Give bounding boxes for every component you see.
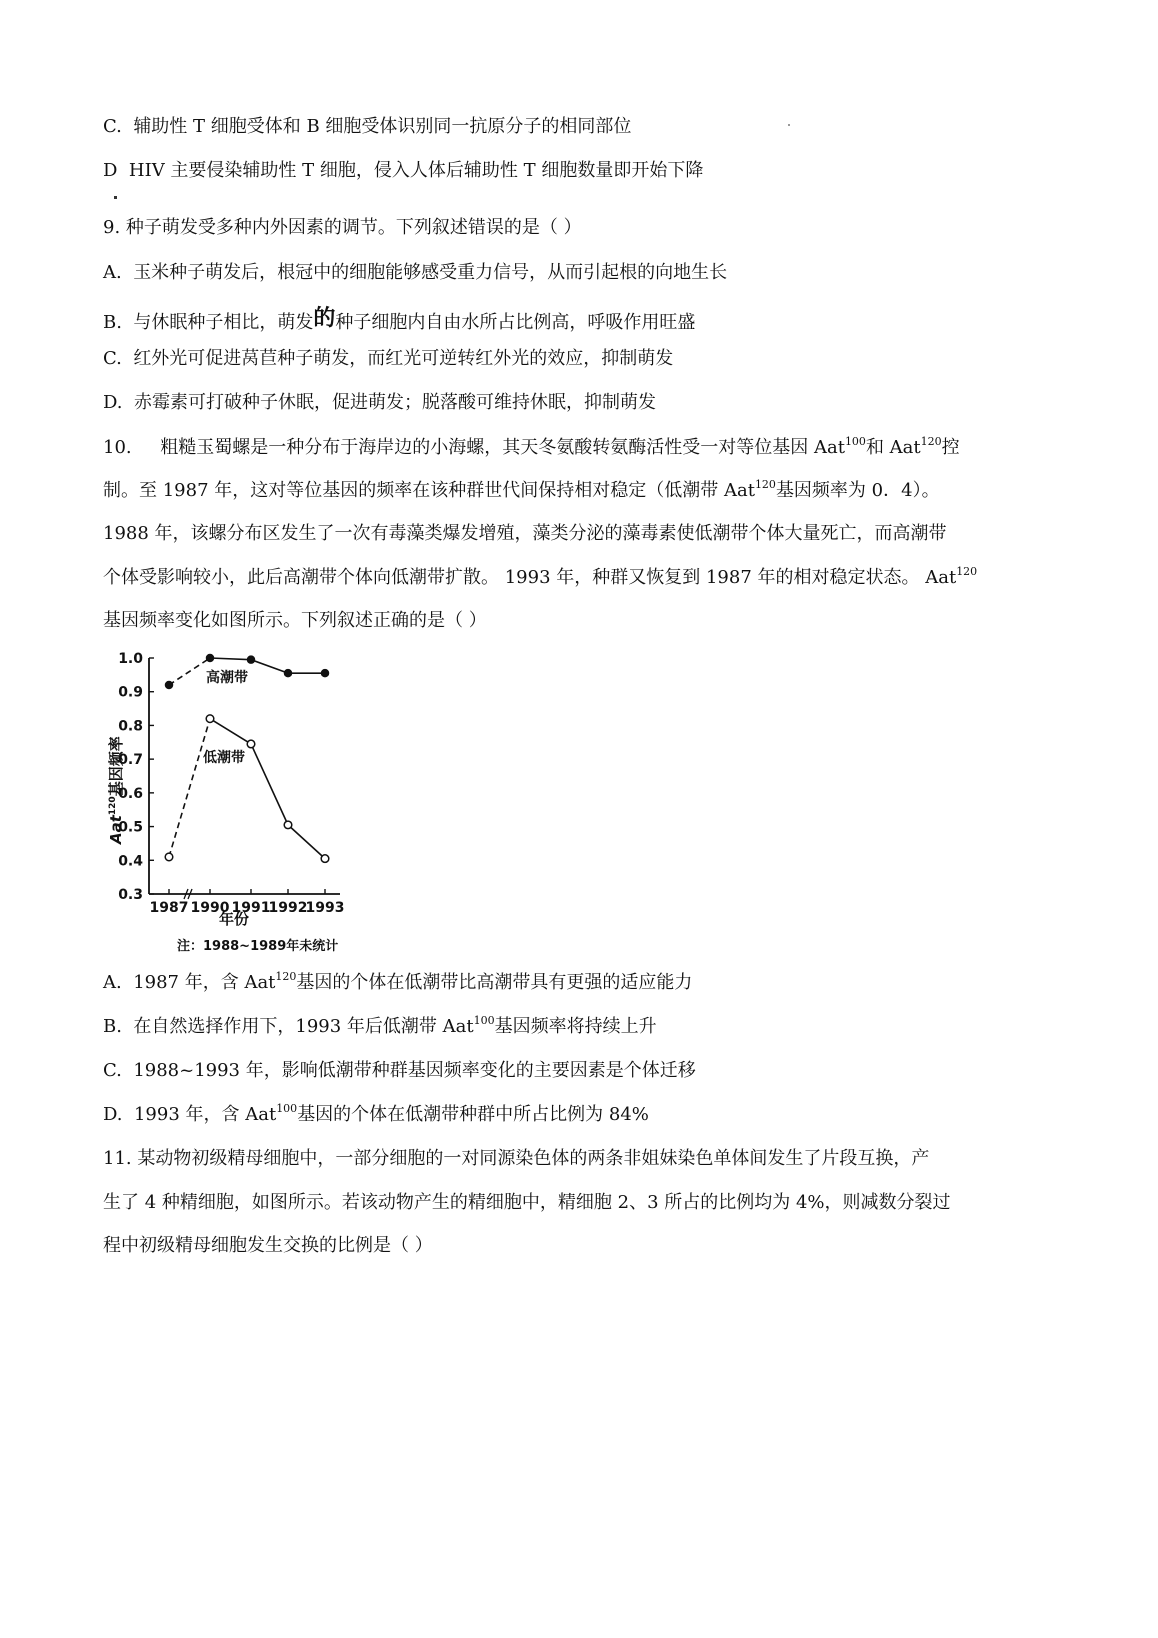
data-point bbox=[166, 681, 173, 688]
q10-option-b bbox=[103, 1015, 657, 1039]
q10-option-a bbox=[103, 971, 692, 995]
option-text-large-char: 的 bbox=[313, 305, 336, 331]
option-label: B. bbox=[103, 1016, 122, 1037]
option-text: 红外光可促进莴苣种子萌发，而红光可逆转红外光的效应，抑制萌发 bbox=[133, 348, 674, 369]
stem-text: 和 Aat bbox=[865, 437, 921, 458]
data-point bbox=[206, 715, 214, 723]
series-line-segment bbox=[210, 658, 251, 660]
data-point bbox=[207, 655, 214, 662]
series-line-segment bbox=[251, 660, 288, 673]
stem-text: 个体受影响较小，此后高潮带个体向低潮带扩散。 1993 年，种群又恢复到 1987 年的相对稳定状态。 Aat bbox=[103, 567, 957, 588]
x-tick-label: 1987 bbox=[149, 900, 189, 916]
q10-stem-line-4 bbox=[103, 566, 977, 590]
option-label: D bbox=[103, 160, 118, 181]
q8-option-c bbox=[103, 115, 631, 139]
option-text-pre: 与休眠种子相比，萌发 bbox=[133, 312, 314, 333]
stem-text: 粗糙玉蜀螺是一种分布于海岸边的小海螺，其天冬氨酸转氨酶活性受一对等位基因 Aat bbox=[160, 437, 845, 458]
option-label: A. bbox=[103, 972, 122, 993]
option-label: D. bbox=[103, 1104, 123, 1125]
option-text: 1993 年，含 Aat bbox=[133, 1104, 277, 1125]
q11-stem-line-3: 程中初级精母细胞发生交换的比例是（ ） bbox=[103, 1235, 433, 1256]
series-group bbox=[165, 655, 329, 863]
option-label: C. bbox=[103, 1060, 122, 1081]
q10-option-d bbox=[103, 1103, 649, 1127]
option-text: 在自然选择作用下，1993 年后低潮带 Aat bbox=[133, 1016, 474, 1037]
option-text: 玉米种子萌发后，根冠中的细胞能够感受重力信号，从而引起根的向地生长 bbox=[133, 262, 728, 283]
x-tick-label: 1990 bbox=[190, 900, 230, 916]
q10-stem-line-1 bbox=[103, 436, 960, 460]
series-line-segment bbox=[210, 719, 251, 744]
scan-speck bbox=[114, 196, 117, 199]
option-text: 基因频率将持续上升 bbox=[494, 1016, 657, 1037]
superscript: 100 bbox=[276, 1102, 298, 1115]
y-axis-label bbox=[107, 736, 125, 845]
data-point bbox=[322, 670, 329, 677]
superscript: 120 bbox=[956, 565, 978, 578]
option-text: 1988~1993 年，影响低潮带种群基因频率变化的主要因素是个体迁移 bbox=[133, 1060, 696, 1081]
superscript: 120 bbox=[275, 970, 297, 983]
q9-option-a bbox=[103, 261, 727, 285]
option-label: D. bbox=[103, 392, 123, 413]
data-point bbox=[285, 670, 292, 677]
y-tick-label: 0.7 bbox=[118, 752, 143, 769]
data-point bbox=[248, 656, 255, 663]
series-label: 低潮带 bbox=[203, 750, 245, 766]
superscript: 120 bbox=[754, 478, 776, 491]
q11-stem-line-1: 11. 某动物初级精母细胞中，一部分细胞的一对同源染色体的两条非姐妹染色单体间发生了片段互换，产 bbox=[103, 1148, 930, 1169]
y-label-part: Aat bbox=[107, 815, 125, 844]
y-label-superscript: 120 bbox=[108, 796, 118, 816]
option-label: A. bbox=[103, 262, 122, 283]
superscript: 120 bbox=[920, 435, 942, 448]
aat120-frequency-chart bbox=[102, 651, 362, 1002]
option-text: 辅助性 T 细胞受体和 B 细胞受体识别同一抗原分子的相同部位 bbox=[133, 116, 632, 137]
q10-stem-line-3: 1988 年，该螺分布区发生了一次有毒藻类爆发增殖，藻类分泌的藻毒素使低潮带个体大量死亡，而高潮带 bbox=[103, 523, 947, 544]
series-line-segment bbox=[251, 744, 288, 825]
q9-option-c bbox=[103, 347, 673, 371]
option-text: 基因的个体在低潮带比高潮带具有更强的适应能力 bbox=[296, 972, 693, 993]
option-label: B. bbox=[103, 312, 122, 333]
q10-stem-line-2 bbox=[103, 479, 940, 503]
question-number: 10. bbox=[103, 437, 132, 458]
x-tick-label: 1992 bbox=[268, 900, 308, 916]
option-label: C. bbox=[103, 348, 122, 369]
q10-stem-line-5: 基因频率变化如图所示。下列叙述正确的是（ ） bbox=[103, 610, 487, 631]
q8-option-d bbox=[103, 159, 703, 183]
option-text: 基因的个体在低潮带种群中所占比例为 84% bbox=[297, 1104, 649, 1125]
x-tick-label: 1993 bbox=[305, 900, 345, 916]
y-tick-label: 0.6 bbox=[118, 785, 143, 802]
stem-text: 控 bbox=[941, 437, 960, 458]
option-text: HIV 主要侵染辅助性 T 细胞，侵入人体后辅助性 T 细胞数量即开始下降 bbox=[128, 160, 704, 181]
x-tick-label: 1991 bbox=[231, 900, 271, 916]
q9-option-b bbox=[103, 306, 695, 335]
series-label: 高潮带 bbox=[206, 670, 248, 686]
option-text-post: 种子细胞内自由水所占比例高，呼吸作用旺盛 bbox=[335, 312, 696, 333]
data-point bbox=[321, 855, 329, 863]
series-line-segment bbox=[169, 719, 210, 857]
y-tick-label: 0.5 bbox=[118, 819, 143, 836]
chart-axes bbox=[149, 658, 340, 899]
option-label: C. bbox=[103, 116, 122, 137]
y-tick-label: 0.8 bbox=[118, 718, 143, 735]
option-text: 赤霉素可打破种子休眠，促进萌发；脱落酸可维持休眠，抑制萌发 bbox=[133, 392, 656, 413]
q11-stem-line-2: 生了 4 种精细胞，如图所示。若该动物产生的精细胞中，精细胞 2、3 所占的比例均为 4%，则减数分裂过 bbox=[103, 1192, 951, 1213]
y-tick-label: 0.9 bbox=[118, 684, 143, 701]
y-tick-label: 0.4 bbox=[118, 853, 143, 870]
data-point bbox=[165, 853, 173, 861]
series-line-segment bbox=[288, 825, 325, 859]
q9-option-d bbox=[103, 391, 656, 415]
scan-speck bbox=[788, 124, 790, 126]
x-axis-label: 年份 bbox=[218, 910, 250, 928]
superscript: 100 bbox=[473, 1014, 495, 1027]
data-point bbox=[247, 740, 255, 748]
stem-text: 制。至 1987 年，这对等位基因的频率在该种群世代间保持相对稳定（低潮带 Aat bbox=[103, 480, 755, 501]
q9-stem: 9. 种子萌发受多种内外因素的调节。下列叙述错误的是（ ） bbox=[103, 217, 582, 238]
superscript: 100 bbox=[844, 435, 866, 448]
series-line-segment bbox=[169, 658, 210, 685]
y-label-part: 基因频率 bbox=[107, 736, 125, 797]
chart-note: 注：1988~1989年未统计 bbox=[177, 939, 339, 954]
stem-text: 基因频率为 0．4）。 bbox=[775, 480, 940, 501]
q10-option-c bbox=[103, 1059, 696, 1083]
y-tick-label: 1.0 bbox=[118, 651, 143, 667]
data-point bbox=[284, 821, 292, 829]
y-tick-label: 0.3 bbox=[118, 887, 143, 903]
option-text: 1987 年，含 Aat bbox=[133, 972, 276, 993]
